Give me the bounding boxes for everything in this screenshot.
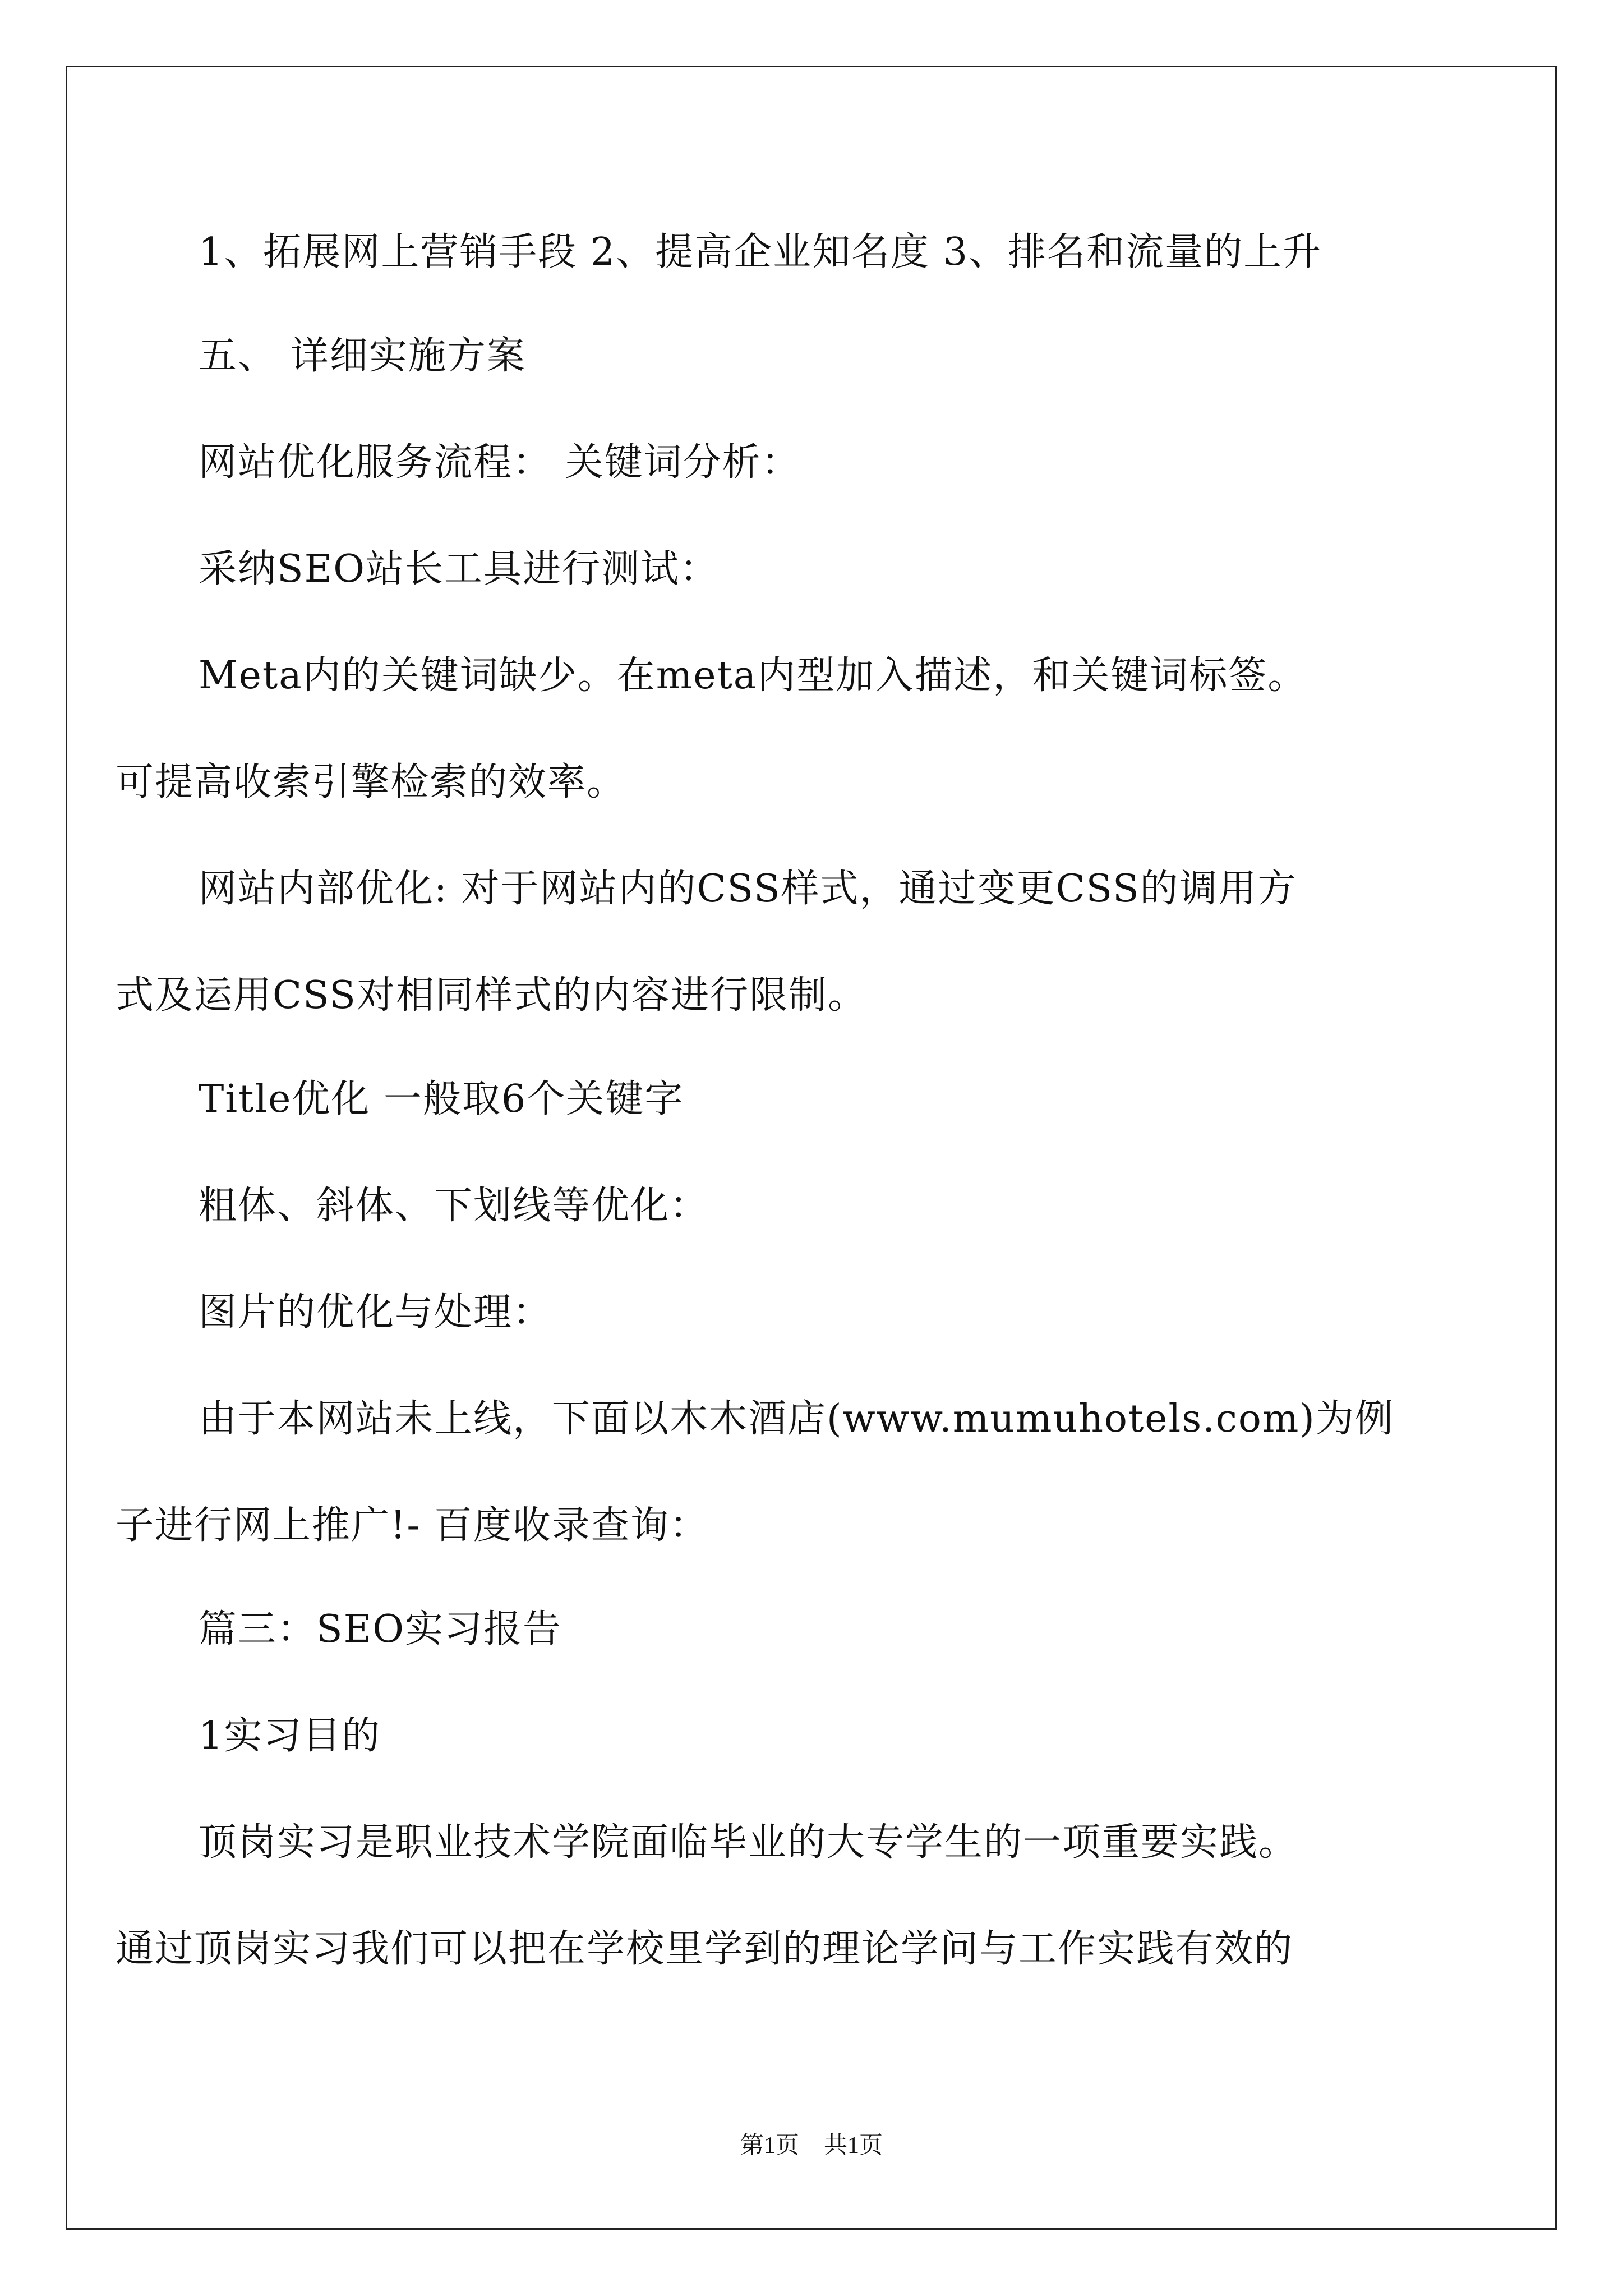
- paragraph-line: 采纳SEO站长工具进行测试：: [199, 547, 719, 591]
- paragraph-line: 式及运用CSS对相同样式的内容进行限制。: [116, 973, 868, 1018]
- paragraph-line: Meta内的关键词缺少。在meta内型加入描述，和关键词标签。: [199, 654, 1307, 698]
- paragraph-line: 网站优化服务流程： 关键词分析：: [199, 440, 801, 485]
- section-heading: 五、 详细实施方案: [199, 334, 526, 378]
- paragraph-line: 网站内部优化: 对于网站内的CSS样式，通过变更CSS的调用方: [199, 867, 1297, 911]
- page-border: [66, 66, 1557, 2230]
- page-footer: [0, 2129, 1623, 2162]
- paragraph-line: 1、拓展网上营销手段 2、提高企业知名度 3、排名和流量的上升: [199, 230, 1322, 274]
- section-heading: 1实习目的: [199, 1714, 381, 1758]
- paragraph-line: 可提高收索引擎检索的效率。: [116, 760, 626, 804]
- paragraph-line: 由于本网站未上线，下面以木木酒店(www.mumuhotels.com)为例: [199, 1397, 1394, 1441]
- paragraph-line: Title优化 一般取6个关键字: [199, 1077, 684, 1121]
- paragraph-line: 子进行网上推广!- 百度收录查询：: [116, 1503, 709, 1548]
- paragraph-line: 粗体、斜体、下划线等优化：: [199, 1184, 709, 1228]
- section-heading: 篇三：SEO实习报告: [199, 1607, 562, 1651]
- paragraph-line: 顶岗实习是职业技术学院面临毕业的大专学生的一项重要实践。: [199, 1820, 1298, 1865]
- paragraph-line: 图片的优化与处理：: [199, 1290, 552, 1335]
- page-number: 第1页: [740, 2133, 799, 2159]
- page-total: 共1页: [824, 2133, 883, 2159]
- paragraph-line: 通过顶岗实习我们可以把在学校里学到的理论学问与工作实践有效的: [116, 1927, 1294, 1971]
